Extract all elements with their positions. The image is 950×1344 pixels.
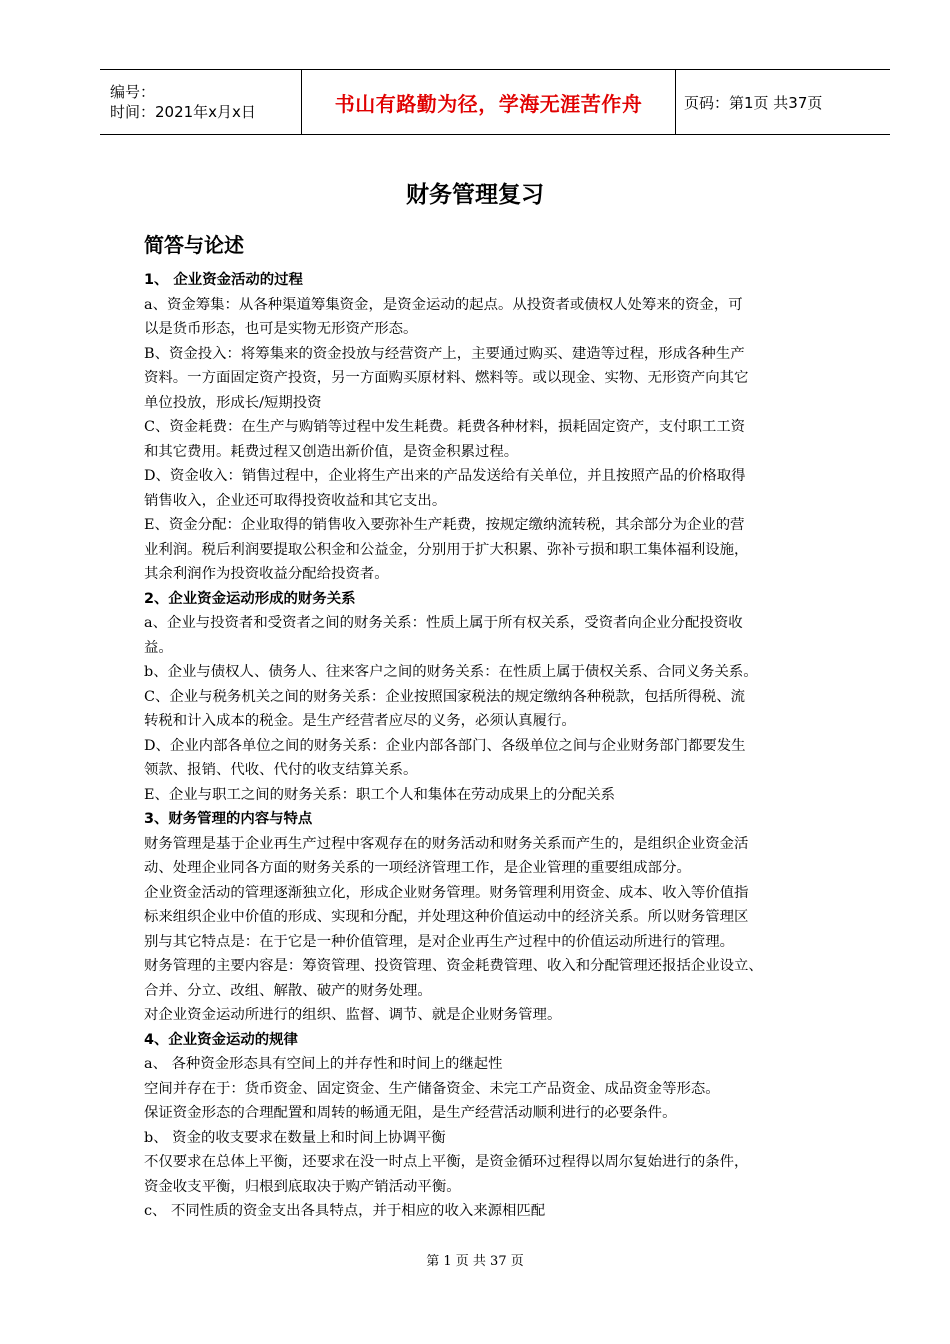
paragraph-line: 和其它费用。耗费过程又创造出新价值，是资金积累过程。 bbox=[144, 443, 519, 460]
paragraph-line: 单位投放，形成长/短期投资 bbox=[144, 394, 322, 411]
paragraph-line: a、企业与投资者和受资者之间的财务关系：性质上属于所有权关系，受资者向企业分配投资收 bbox=[144, 615, 743, 631]
paragraph-line: 业利润。税后利润要提取公积金和公益金，分别用于扩大积累、弥补亏损和职工集体福利设施， bbox=[144, 541, 749, 558]
paragraph-line: D、企业内部各单位之间的财务关系：企业内部各部门、各级单位之间与企业财务部门都要发生 bbox=[144, 737, 746, 754]
paragraph-line: 以是货币形态，也可是实物无形资产形态。 bbox=[144, 321, 418, 337]
paragraph-line: 领款、报销、代收、代付的收支结算关系。 bbox=[144, 762, 418, 778]
paragraph-line: 资金收支平衡，归根到底取决于购产销活动平衡。 bbox=[144, 1178, 461, 1195]
header-motto-cell bbox=[302, 70, 676, 134]
paragraph-line: b、 资金的收支要求在数量上和时间上协调平衡 bbox=[144, 1129, 446, 1146]
paragraph-line: 财务管理的主要内容是：筹资管理、投资管理、资金耗费管理、收入和分配管理还报括企业设立、 bbox=[144, 958, 763, 974]
paragraph-line: 合并、分立、改组、解散、破产的财务处理。 bbox=[144, 982, 432, 999]
paragraph-line: a、资金筹集：从各种渠道筹集资金，是资金运动的起点。从投资者或债权人处筹来的资金，可 bbox=[144, 296, 743, 313]
document-date-label: 时间：2021年x月x日 bbox=[110, 103, 256, 121]
paragraph-line: b、企业与债权人、债务人、往来客户之间的财务关系：在性质上属于债权关系、合同义务关系。 bbox=[144, 664, 758, 680]
paragraph-line: 转税和计入成本的税金。是生产经营者应尽的义务，必须认真履行。 bbox=[144, 713, 576, 729]
paragraph-line: a、 各种资金形态具有空间上的并存性和时间上的继起性 bbox=[144, 1056, 503, 1072]
document-number-label: 编号： bbox=[110, 83, 156, 101]
section-heading: 3、财务管理的内容与特点 bbox=[144, 811, 313, 827]
header-motto: 书山有路勤为径，学海无涯苦作舟 bbox=[334, 91, 643, 116]
paragraph-line: 销售收入，企业还可取得投资收益和其它支出。 bbox=[144, 492, 447, 509]
section-heading: 2、企业资金运动形成的财务关系 bbox=[144, 590, 356, 607]
paragraph-line: 动、处理企业同各方面的财务关系的一项经济管理工作，是企业管理的重要组成部分。 bbox=[144, 860, 691, 876]
paragraph-line: 益。 bbox=[144, 639, 173, 656]
paragraph-line: E、资金分配：企业取得的销售收入要弥补生产耗费，按规定缴纳流转税，其余部分为企业的营 bbox=[144, 517, 745, 533]
paragraph-line: C、企业与税务机关之间的财务关系：企业按照国家税法的规定缴纳各种税款，包括所得税、流 bbox=[144, 688, 746, 705]
paragraph-line: 对企业资金运动所进行的组织、监督、调节、就是企业财务管理。 bbox=[144, 1007, 562, 1023]
header-page-label: 页码：第1页 共37页 bbox=[684, 93, 823, 112]
body-lines bbox=[144, 268, 859, 1224]
paragraph-line: c、 不同性质的资金支出各具特点，并于相应的收入来源相匹配 bbox=[144, 1203, 546, 1219]
paragraph-line: C、资金耗费：在生产与购销等过程中发生耗费。耗费各种材料，损耗固定资产，支付职工工资 bbox=[144, 419, 746, 435]
paragraph-line: 标来组织企业中价值的形成、实现和分配，并处理这种价值运动中的经济关系。所以财务管理区 bbox=[144, 909, 749, 925]
paragraph-line: 资料。一方面固定资产投资，另一方面购买原材料、燃料等。或以现金、实物、无形资产向其它 bbox=[144, 370, 749, 386]
paragraph-line: B、资金投入：将筹集来的资金投放与经营资产上，主要通过购买、建造等过程，形成各种生产 bbox=[144, 345, 745, 362]
section-heading: 4、企业资金运动的规律 bbox=[144, 1031, 298, 1048]
paragraph-line: D、资金收入：销售过程中，企业将生产出来的产品发送给有关单位，并且按照产品的价格取得 bbox=[144, 468, 746, 484]
paragraph-line: 空间并存在于：货币资金、固定资金、生产储备资金、未完工产品资金、成品资金等形态。 bbox=[144, 1080, 720, 1097]
document-body bbox=[144, 226, 859, 1224]
paragraph-line: 不仅要求在总体上平衡，还要求在没一时点上平衡，是资金循环过程得以周尔复始进行的条件， bbox=[144, 1154, 749, 1170]
paragraph-line: 别与其它特点是：在于它是一种价值管理，是对企业再生产过程中的价值运动所进行的管理。 bbox=[144, 933, 735, 950]
header-left-cell bbox=[100, 70, 302, 134]
section-heading: 1、 企业资金活动的过程 bbox=[144, 272, 303, 288]
header-page-cell bbox=[676, 70, 890, 134]
paragraph-line: E、企业与职工之间的财务关系：职工个人和集体在劳动成果上的分配关系 bbox=[144, 786, 616, 803]
paragraph-line: 其余利润作为投资收益分配给投资者。 bbox=[144, 566, 389, 582]
paragraph-line: 财务管理是基于企业再生产过程中客观存在的财务活动和财务关系而产生的，是组织企业资金活 bbox=[144, 835, 749, 852]
section-title: 简答与论述 bbox=[144, 233, 244, 257]
page-header bbox=[100, 69, 890, 135]
paragraph-line: 企业资金活动的管理逐渐独立化，形成企业财务管理。财务管理利用资金、成本、收入等价值指 bbox=[144, 884, 749, 901]
paragraph-line: 保证资金形态的合理配置和周转的畅通无阻，是生产经营活动顺利进行的必要条件。 bbox=[144, 1105, 677, 1121]
page-footer: 第 1 页 共 37 页 bbox=[426, 1254, 524, 1269]
document-title: 财务管理复习 bbox=[406, 182, 544, 208]
